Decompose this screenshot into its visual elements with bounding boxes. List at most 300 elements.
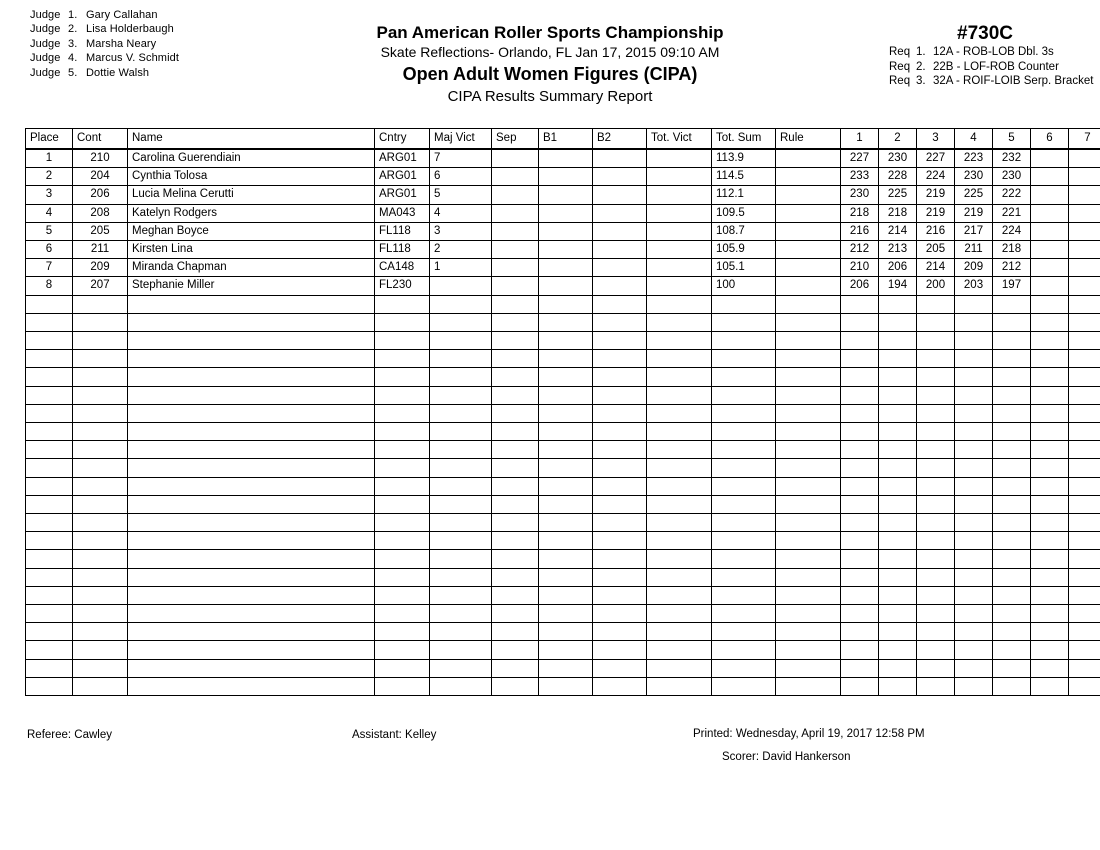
- cell-empty: [128, 677, 375, 695]
- cell-b2: [593, 168, 647, 186]
- cell-empty: [1031, 404, 1069, 422]
- cell-empty: [430, 623, 492, 641]
- judge-number: 2.: [68, 23, 78, 36]
- cell-empty: [841, 295, 879, 313]
- table-row-empty[interactable]: [26, 641, 1100, 659]
- cell-empty: [955, 404, 993, 422]
- cell-j6: [1031, 204, 1069, 222]
- cell-empty: [955, 495, 993, 513]
- cell-place: 5: [26, 222, 73, 240]
- cell-rule: [776, 168, 841, 186]
- cell-cntry: FL118: [375, 222, 430, 240]
- requirement-text: 12A - ROB-LOB Dbl. 3s: [933, 46, 1054, 58]
- cell-empty: [955, 532, 993, 550]
- cell-empty: [955, 459, 993, 477]
- cell-place: 1: [26, 149, 73, 168]
- cell-empty: [492, 605, 539, 623]
- cell-empty: [1069, 386, 1100, 404]
- column-header-j2[interactable]: 2: [879, 129, 917, 150]
- cell-empty: [1069, 623, 1100, 641]
- cell-totv: [647, 259, 712, 277]
- cell-empty: [955, 623, 993, 641]
- cell-empty: [955, 514, 993, 532]
- cell-b1: [539, 222, 593, 240]
- cell-empty: [26, 350, 73, 368]
- judge-name: Lisa Holderbaugh: [86, 23, 174, 36]
- cell-empty: [593, 404, 647, 422]
- cell-cntry: CA148: [375, 259, 430, 277]
- cell-empty: [26, 514, 73, 532]
- cell-cont: 210: [73, 149, 128, 168]
- cell-empty: [647, 514, 712, 532]
- cell-empty: [776, 368, 841, 386]
- printed-label: Printed: Wednesday, April 19, 2017 12:58 PM: [693, 728, 925, 740]
- cell-cont: 206: [73, 186, 128, 204]
- column-header-sep[interactable]: Sep: [492, 129, 539, 150]
- cell-empty: [73, 368, 128, 386]
- cell-empty: [375, 404, 430, 422]
- cell-empty: [430, 532, 492, 550]
- cell-empty: [841, 423, 879, 441]
- cell-empty: [539, 441, 593, 459]
- cell-tots: 105.1: [712, 259, 776, 277]
- cell-tots: 109.5: [712, 204, 776, 222]
- cell-empty: [539, 677, 593, 695]
- cell-j7: [1069, 204, 1100, 222]
- cell-empty: [430, 586, 492, 604]
- cell-empty: [375, 386, 430, 404]
- judge-line: [30, 22, 330, 36]
- requirement-line: [889, 74, 1100, 89]
- cell-empty: [1031, 641, 1069, 659]
- cell-empty: [647, 404, 712, 422]
- cell-majv: [430, 277, 492, 295]
- cell-empty: [1069, 350, 1100, 368]
- cell-j2: 218: [879, 204, 917, 222]
- table-row[interactable]: [26, 149, 1100, 168]
- cell-j7: [1069, 149, 1100, 168]
- table-row[interactable]: [26, 204, 1100, 222]
- cell-empty: [647, 423, 712, 441]
- cell-empty: [492, 514, 539, 532]
- cell-empty: [1031, 586, 1069, 604]
- cell-majv: 2: [430, 241, 492, 259]
- column-header-j4[interactable]: 4: [955, 129, 993, 150]
- cell-empty: [430, 514, 492, 532]
- cell-sep: [492, 186, 539, 204]
- cell-empty: [841, 568, 879, 586]
- column-header-j6[interactable]: 6: [1031, 129, 1069, 150]
- cell-empty: [647, 568, 712, 586]
- cell-sep: [492, 149, 539, 168]
- cell-empty: [73, 659, 128, 677]
- cell-empty: [539, 586, 593, 604]
- cell-empty: [955, 659, 993, 677]
- cell-j2: 194: [879, 277, 917, 295]
- cell-place: 4: [26, 204, 73, 222]
- cell-j1: 210: [841, 259, 879, 277]
- requirement-label: Req: [889, 75, 911, 87]
- column-header-b2[interactable]: B2: [593, 129, 647, 150]
- table-row[interactable]: [26, 186, 1100, 204]
- cell-cntry: FL118: [375, 241, 430, 259]
- cell-empty: [993, 605, 1031, 623]
- cell-empty: [712, 404, 776, 422]
- requirement-number: 2.: [916, 60, 926, 73]
- cell-empty: [73, 350, 128, 368]
- judge-name: Marsha Neary: [86, 37, 157, 50]
- cell-empty: [917, 605, 955, 623]
- judge-line: [30, 37, 330, 51]
- column-header-totv[interactable]: Tot. Vict: [647, 129, 712, 150]
- cell-empty: [430, 568, 492, 586]
- cell-empty: [993, 495, 1031, 513]
- cell-empty: [879, 386, 917, 404]
- table-row-empty[interactable]: [26, 332, 1100, 350]
- cell-empty: [879, 677, 917, 695]
- judge-number: 1.: [68, 9, 78, 21]
- cell-cntry: ARG01: [375, 149, 430, 168]
- cell-empty: [128, 368, 375, 386]
- judge-number: 4.: [68, 52, 78, 65]
- cell-j4: 203: [955, 277, 993, 295]
- cell-j7: [1069, 186, 1100, 204]
- cell-cont: 209: [73, 259, 128, 277]
- cell-empty: [1069, 368, 1100, 386]
- cell-empty: [539, 332, 593, 350]
- cell-majv: 1: [430, 259, 492, 277]
- cell-j3: 227: [917, 149, 955, 168]
- cell-empty: [1031, 441, 1069, 459]
- cell-empty: [712, 441, 776, 459]
- cell-empty: [917, 332, 955, 350]
- event-title: Pan American Roller Sports Championship: [376, 23, 724, 42]
- table-header-row: [26, 129, 1100, 150]
- cell-empty: [539, 295, 593, 313]
- cell-j2: 230: [879, 149, 917, 168]
- report-subtitle: CIPA Results Summary Report: [447, 88, 653, 105]
- cell-empty: [879, 623, 917, 641]
- cell-empty: [26, 659, 73, 677]
- cell-empty: [492, 532, 539, 550]
- cell-empty: [917, 459, 955, 477]
- cell-j7: [1069, 259, 1100, 277]
- cell-j5: 222: [993, 186, 1031, 204]
- table-row[interactable]: [26, 241, 1100, 259]
- column-header-majv[interactable]: Maj Vict: [430, 129, 492, 150]
- cell-empty: [917, 441, 955, 459]
- cell-empty: [993, 386, 1031, 404]
- table-row[interactable]: [26, 222, 1100, 240]
- cell-empty: [879, 532, 917, 550]
- cell-empty: [26, 404, 73, 422]
- cell-empty: [993, 423, 1031, 441]
- cell-empty: [647, 605, 712, 623]
- requirement-text: 22B - LOF-ROB Counter: [933, 60, 1059, 73]
- judge-name: Dottie Walsh: [86, 66, 150, 79]
- cell-j5: 212: [993, 259, 1031, 277]
- cell-totv: [647, 277, 712, 295]
- cell-empty: [955, 295, 993, 313]
- cell-empty: [128, 568, 375, 586]
- table-row[interactable]: [26, 277, 1100, 295]
- cell-empty: [593, 659, 647, 677]
- table-row-empty[interactable]: [26, 368, 1100, 386]
- column-header-place[interactable]: Place: [26, 129, 73, 150]
- cell-name: Cynthia Tolosa: [128, 168, 375, 186]
- cell-empty: [917, 514, 955, 532]
- cell-empty: [647, 350, 712, 368]
- cell-empty: [712, 623, 776, 641]
- judge-name: Gary Callahan: [86, 9, 158, 21]
- cell-empty: [841, 514, 879, 532]
- cell-empty: [593, 495, 647, 513]
- cell-empty: [955, 368, 993, 386]
- column-header-tots[interactable]: Tot. Sum: [712, 129, 776, 150]
- cell-empty: [1069, 423, 1100, 441]
- cell-empty: [375, 350, 430, 368]
- cell-empty: [73, 423, 128, 441]
- cell-empty: [647, 550, 712, 568]
- cell-empty: [993, 677, 1031, 695]
- cell-totv: [647, 186, 712, 204]
- cell-empty: [128, 532, 375, 550]
- cell-empty: [776, 495, 841, 513]
- column-header-cntry[interactable]: Cntry: [375, 129, 430, 150]
- cell-j6: [1031, 222, 1069, 240]
- table-row-empty[interactable]: [26, 568, 1100, 586]
- cell-j7: [1069, 222, 1100, 240]
- table-row-empty[interactable]: [26, 605, 1100, 623]
- cell-empty: [1069, 605, 1100, 623]
- cell-empty: [712, 550, 776, 568]
- table-row-empty[interactable]: [26, 423, 1100, 441]
- cell-empty: [128, 423, 375, 441]
- cell-empty: [712, 295, 776, 313]
- cell-empty: [492, 313, 539, 331]
- cell-j6: [1031, 168, 1069, 186]
- cell-empty: [776, 477, 841, 495]
- cell-empty: [712, 423, 776, 441]
- cell-empty: [73, 295, 128, 313]
- cell-rule: [776, 204, 841, 222]
- cell-empty: [375, 677, 430, 695]
- cell-j4: 217: [955, 222, 993, 240]
- cell-empty: [712, 514, 776, 532]
- column-header-j7[interactable]: 7: [1069, 129, 1100, 150]
- cell-empty: [776, 659, 841, 677]
- cell-empty: [375, 568, 430, 586]
- cell-majv: 7: [430, 149, 492, 168]
- cell-cont: 207: [73, 277, 128, 295]
- cell-empty: [776, 386, 841, 404]
- cell-empty: [776, 441, 841, 459]
- requirement-label: Req: [889, 46, 911, 58]
- cell-empty: [647, 659, 712, 677]
- cell-empty: [73, 568, 128, 586]
- cell-empty: [73, 404, 128, 422]
- cell-empty: [26, 477, 73, 495]
- cell-empty: [73, 641, 128, 659]
- cell-empty: [593, 423, 647, 441]
- cell-empty: [917, 477, 955, 495]
- column-header-j5[interactable]: 5: [993, 129, 1031, 150]
- cell-empty: [1031, 550, 1069, 568]
- cell-empty: [841, 332, 879, 350]
- cell-rule: [776, 277, 841, 295]
- requirement-text: 32A - ROIF-LOIB Serp. Bracket: [933, 75, 1094, 87]
- column-header-rule[interactable]: Rule: [776, 129, 841, 150]
- cell-cont: 205: [73, 222, 128, 240]
- cell-empty: [593, 477, 647, 495]
- cell-empty: [492, 677, 539, 695]
- cell-j4: 223: [955, 149, 993, 168]
- cell-b1: [539, 168, 593, 186]
- table-row-empty[interactable]: [26, 441, 1100, 459]
- cell-empty: [917, 659, 955, 677]
- cell-empty: [955, 477, 993, 495]
- cell-j2: 228: [879, 168, 917, 186]
- table-row-empty[interactable]: [26, 313, 1100, 331]
- cell-place: 8: [26, 277, 73, 295]
- cell-empty: [430, 550, 492, 568]
- cell-sep: [492, 259, 539, 277]
- cell-empty: [841, 659, 879, 677]
- cell-b1: [539, 259, 593, 277]
- cell-empty: [993, 550, 1031, 568]
- cell-empty: [776, 295, 841, 313]
- cell-empty: [955, 423, 993, 441]
- cell-empty: [375, 550, 430, 568]
- cell-empty: [1069, 659, 1100, 677]
- table-row-empty[interactable]: [26, 586, 1100, 604]
- cell-empty: [375, 295, 430, 313]
- cell-empty: [841, 477, 879, 495]
- cell-empty: [128, 295, 375, 313]
- cell-empty: [492, 295, 539, 313]
- table-row-empty[interactable]: [26, 495, 1100, 513]
- cell-empty: [841, 441, 879, 459]
- table-row-empty[interactable]: [26, 477, 1100, 495]
- table-row-empty[interactable]: [26, 386, 1100, 404]
- table-row[interactable]: [26, 259, 1100, 277]
- cell-empty: [593, 459, 647, 477]
- cell-empty: [879, 459, 917, 477]
- cell-empty: [1069, 677, 1100, 695]
- cell-empty: [955, 313, 993, 331]
- cell-empty: [375, 532, 430, 550]
- cell-cntry: MA043: [375, 204, 430, 222]
- cell-empty: [1069, 441, 1100, 459]
- cell-empty: [1031, 532, 1069, 550]
- cell-empty: [1069, 313, 1100, 331]
- cell-empty: [492, 477, 539, 495]
- cell-empty: [73, 313, 128, 331]
- cell-empty: [917, 641, 955, 659]
- cell-empty: [647, 677, 712, 695]
- table-row-empty[interactable]: [26, 404, 1100, 422]
- cell-place: 3: [26, 186, 73, 204]
- judge-number: 5.: [68, 66, 78, 79]
- column-header-j3[interactable]: 3: [917, 129, 955, 150]
- cell-empty: [917, 532, 955, 550]
- cell-j3: 216: [917, 222, 955, 240]
- cell-empty: [776, 586, 841, 604]
- column-header-b1[interactable]: B1: [539, 129, 593, 150]
- cell-empty: [712, 332, 776, 350]
- cell-empty: [539, 423, 593, 441]
- cell-empty: [539, 386, 593, 404]
- cell-empty: [1069, 404, 1100, 422]
- table-row-empty[interactable]: [26, 550, 1100, 568]
- cell-empty: [1069, 641, 1100, 659]
- cell-empty: [492, 568, 539, 586]
- cell-empty: [712, 605, 776, 623]
- cell-empty: [539, 605, 593, 623]
- cell-empty: [593, 295, 647, 313]
- cell-empty: [375, 514, 430, 532]
- table-row-empty[interactable]: [26, 350, 1100, 368]
- cell-empty: [917, 368, 955, 386]
- cell-empty: [993, 641, 1031, 659]
- cell-empty: [879, 423, 917, 441]
- column-header-cont[interactable]: Cont: [73, 129, 128, 150]
- category-title: Open Adult Women Figures (CIPA): [402, 64, 698, 84]
- cell-empty: [776, 423, 841, 441]
- table-row[interactable]: [26, 168, 1100, 186]
- cell-j1: 233: [841, 168, 879, 186]
- table-row-empty[interactable]: [26, 532, 1100, 550]
- cell-empty: [776, 568, 841, 586]
- table-row-empty[interactable]: [26, 295, 1100, 313]
- table-row-empty[interactable]: [26, 677, 1100, 695]
- cell-empty: [26, 532, 73, 550]
- cell-tots: 113.9: [712, 149, 776, 168]
- cell-empty: [879, 350, 917, 368]
- cell-empty: [593, 368, 647, 386]
- cell-empty: [993, 350, 1031, 368]
- cell-empty: [841, 350, 879, 368]
- cell-empty: [539, 659, 593, 677]
- table-row-empty[interactable]: [26, 459, 1100, 477]
- cell-empty: [26, 459, 73, 477]
- table-row-empty[interactable]: [26, 623, 1100, 641]
- cell-empty: [647, 586, 712, 604]
- cell-empty: [73, 386, 128, 404]
- cell-name: Carolina Guerendiain: [128, 149, 375, 168]
- judge-line: [30, 8, 330, 22]
- cell-tots: 114.5: [712, 168, 776, 186]
- column-header-name[interactable]: Name: [128, 129, 375, 150]
- cell-j2: 214: [879, 222, 917, 240]
- table-row-empty[interactable]: [26, 659, 1100, 677]
- cell-empty: [647, 641, 712, 659]
- cell-empty: [841, 532, 879, 550]
- cell-empty: [879, 477, 917, 495]
- cell-empty: [375, 332, 430, 350]
- cell-empty: [492, 350, 539, 368]
- cell-empty: [879, 495, 917, 513]
- column-header-j1[interactable]: 1: [841, 129, 879, 150]
- cell-empty: [430, 368, 492, 386]
- table-row-empty[interactable]: [26, 514, 1100, 532]
- cell-empty: [539, 459, 593, 477]
- cell-empty: [375, 313, 430, 331]
- cell-empty: [712, 659, 776, 677]
- cell-empty: [712, 350, 776, 368]
- cell-name: Miranda Chapman: [128, 259, 375, 277]
- cell-empty: [879, 441, 917, 459]
